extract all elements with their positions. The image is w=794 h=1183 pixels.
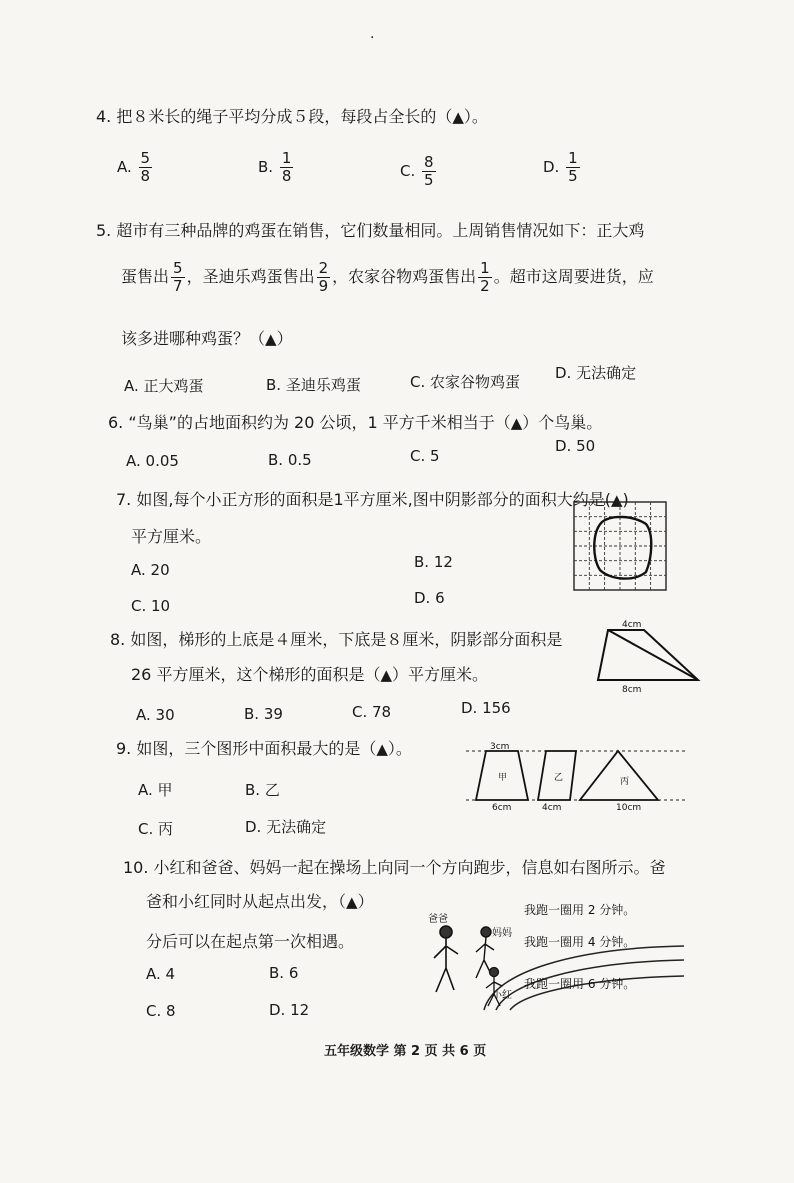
- q10-option-c[interactable]: C. 8: [146, 1002, 176, 1020]
- q4-tail: ）。: [463, 107, 488, 126]
- q5-blank: ▲: [265, 330, 277, 348]
- page-footer: 五年级数学 第 2 页 共 6 页: [324, 1044, 487, 1059]
- q9-option-b[interactable]: B. 乙: [245, 781, 280, 799]
- q4-number: 4.: [96, 107, 112, 126]
- q4-c-fraction: $\frac{8}{5}$: [424, 153, 434, 189]
- q6-option-a[interactable]: A. 0.05: [126, 452, 179, 470]
- q10-running-illustration: [424, 902, 686, 1014]
- mom-speech: 我跑一圈用 4 分钟。: [524, 935, 636, 949]
- q7-grid-figure: [572, 500, 672, 594]
- q9-number: 9.: [116, 739, 132, 758]
- q5-fraction-2: $\frac{2}{9}$: [318, 259, 329, 295]
- question-7: 7. 如图,每个小正方形的面积是1平方厘米,图中阴影部分的面积大约是(▲): [116, 490, 629, 509]
- q9-shapes-figure: [462, 738, 692, 812]
- q4-option-c[interactable]: C. $\frac{8}{5}$: [400, 153, 434, 189]
- q8-blank: ▲: [380, 666, 392, 684]
- q4-option-b[interactable]: B. $\frac{1}{8}$: [258, 149, 292, 185]
- q4-option-a[interactable]: A. $\frac{5}{8}$: [117, 149, 151, 185]
- q8-option-d[interactable]: D. 156: [461, 699, 511, 717]
- q5-line2: 蛋售出 $\frac{5}{7}$ ，圣迪乐鸡蛋售出 $\frac{2}{9}$ ，农家谷物鸡蛋售出 $\frac{1}{2}$ 。超市这周要进货，应: [121, 259, 654, 295]
- xiaohong-name-label: 小红: [492, 990, 512, 1001]
- dad-name-label: 爸爸: [428, 914, 448, 925]
- irregular-shape: [594, 517, 651, 579]
- q4-option-d[interactable]: D. $\frac{1}{5}$: [543, 149, 578, 185]
- q6-text: “鸟巢”的占地面积约为 20 公顷，1 平方千米相当于（: [128, 413, 511, 432]
- q7-option-c[interactable]: C. 10: [131, 597, 171, 615]
- q5-line1: 超市有三种品牌的鸡蛋在销售，它们数量相同。上周销售情况如下：正大鸡: [116, 221, 645, 240]
- question-4: [96, 104, 488, 127]
- q7-option-a[interactable]: A. 20: [131, 561, 170, 579]
- q5-fraction-1: $\frac{5}{7}$: [173, 259, 183, 295]
- xiaohong-speech: 我跑一圈用 6 分钟。: [524, 977, 636, 991]
- q8-option-a[interactable]: A. 30: [136, 706, 175, 724]
- q6-blank: ▲: [510, 414, 523, 432]
- q8-option-b[interactable]: B. 39: [244, 705, 283, 723]
- q5-option-a[interactable]: A. 正大鸡蛋: [124, 377, 204, 395]
- scan-dot: ·: [370, 30, 375, 46]
- q9-option-a[interactable]: A. 甲: [138, 781, 173, 799]
- q4-text: 把８米长的绳子平均分成５段，每段占全长的（: [116, 107, 453, 126]
- question-9: 9. 如图，三个图形中面积最大的是（▲）。: [116, 739, 412, 758]
- q8-option-c[interactable]: C. 78: [352, 703, 392, 721]
- q4-a-fraction: $\frac{5}{8}$: [140, 149, 151, 185]
- q9-blank: ▲: [376, 740, 388, 758]
- q9-text: 如图，三个图形中面积最大的是（: [136, 739, 377, 758]
- question-5: [96, 218, 644, 241]
- shape-jia-label: 甲: [498, 773, 508, 783]
- q7-line2: 平方厘米。: [131, 527, 212, 546]
- q4-b-fraction: $\frac{1}{8}$: [281, 149, 292, 185]
- dad-figure: [434, 926, 458, 992]
- q10-blank: ▲: [346, 893, 358, 911]
- q10-option-b[interactable]: B. 6: [269, 964, 299, 982]
- q5-option-c[interactable]: C. 农家谷物鸡蛋: [410, 373, 521, 391]
- q7-option-d[interactable]: D. 6: [414, 589, 445, 607]
- q9-option-c[interactable]: C. 丙: [138, 820, 174, 838]
- q7-text: 如图,每个小正方形的面积是1平方厘米,图中阴影部分的面积大约是(: [136, 490, 611, 509]
- shape-bing-label: 丙: [620, 777, 630, 787]
- q8-line2: 26 平方厘米，这个梯形的面积是（▲）平方厘米。: [131, 665, 489, 684]
- q10-number: 10.: [123, 858, 149, 877]
- q10-option-d[interactable]: D. 12: [269, 1001, 310, 1019]
- q10-line1: 小红和爸爸、妈妈一起在操场上向同一个方向跑步，信息如右图所示。爸: [153, 858, 666, 877]
- q10-line3: 分后可以在起点第一次相遇。: [146, 932, 355, 951]
- shape-bing: [580, 751, 658, 800]
- shape-bing-base-label: 10cm: [616, 803, 642, 812]
- q7-option-b[interactable]: B. 12: [414, 553, 453, 571]
- q10-line2: 爸和小红同时从起点出发，（▲）: [146, 892, 374, 911]
- question-10: [123, 855, 666, 878]
- q9-top-label: 3cm: [490, 742, 510, 752]
- q8-bottom-label: 8cm: [622, 685, 642, 695]
- q8-top-label: 4cm: [622, 620, 642, 630]
- q5-option-b[interactable]: B. 圣迪乐鸡蛋: [266, 376, 361, 394]
- dad-speech: 我跑一圈用 2 分钟。: [524, 903, 636, 917]
- q7-blank: ▲: [610, 491, 623, 509]
- q5-number: 5.: [96, 221, 112, 240]
- q6-option-d[interactable]: D. 50: [555, 437, 596, 455]
- q8-trapezoid-figure: [592, 618, 702, 696]
- q6-number: 6.: [108, 413, 124, 432]
- shape-yi-label: 乙: [554, 773, 564, 783]
- q4-d-fraction: $\frac{1}{5}$: [568, 149, 578, 185]
- q9-option-d[interactable]: D. 无法确定: [245, 818, 327, 836]
- q5-option-d[interactable]: D. 无法确定: [555, 364, 637, 382]
- q7-number: 7.: [116, 490, 132, 509]
- q8-number: 8.: [110, 630, 126, 649]
- q8-line1: 如图，梯形的上底是４厘米，下底是８厘米，阴影部分面积是: [130, 630, 563, 649]
- q5-fraction-3: $\frac{1}{2}$: [480, 259, 490, 295]
- shape-jia-base-label: 6cm: [492, 803, 512, 812]
- mom-name-label: 妈妈: [492, 928, 512, 939]
- q6-option-b[interactable]: B. 0.5: [268, 451, 312, 469]
- q4-blank: ▲: [452, 108, 464, 126]
- q5-line3: 该多进哪种鸡蛋？（▲）: [121, 329, 293, 348]
- question-8: [110, 627, 562, 650]
- q6-option-c[interactable]: C. 5: [410, 447, 440, 465]
- q10-option-a[interactable]: A. 4: [146, 965, 176, 983]
- shape-yi-base-label: 4cm: [542, 803, 562, 812]
- question-6: 6. “鸟巢”的占地面积约为 20 公顷，1 平方千米相当于（▲）个鸟巢。: [108, 413, 603, 432]
